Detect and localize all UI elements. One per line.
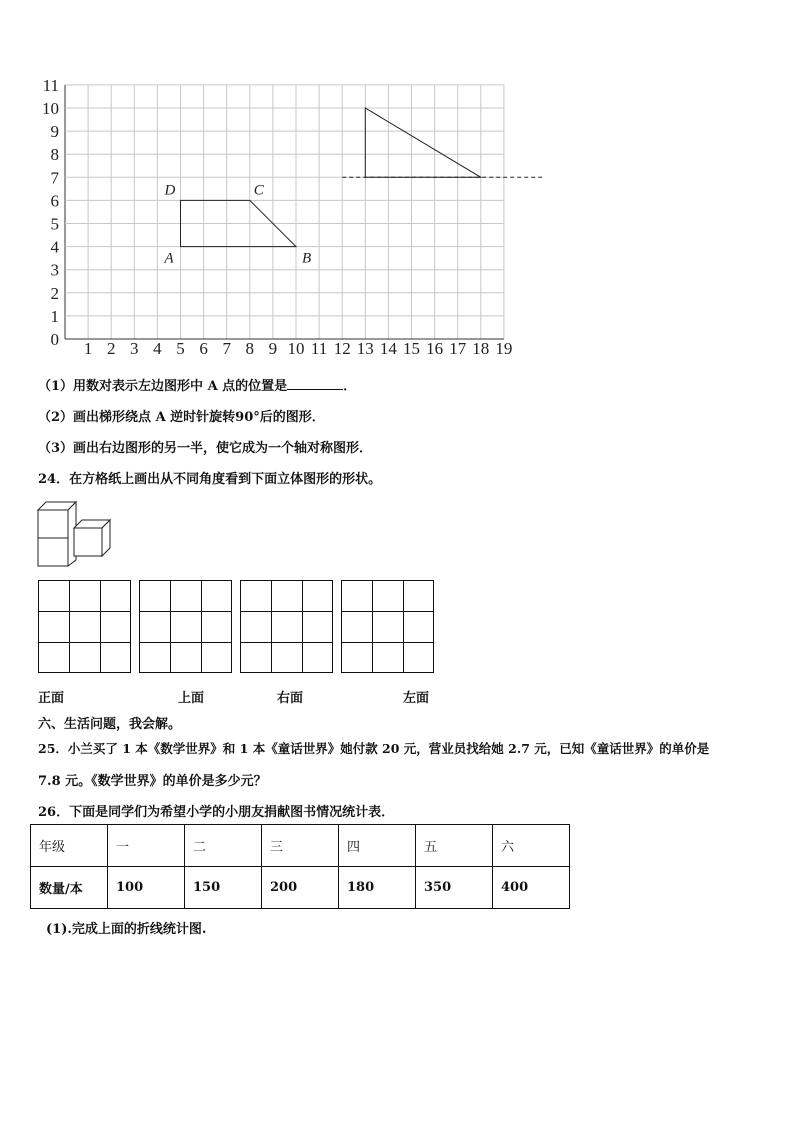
view-grid-front[interactable]	[38, 580, 131, 673]
table-cell: 年级	[31, 825, 108, 867]
table-cell: 六	[493, 825, 570, 867]
view-grid-right[interactable]	[240, 580, 333, 673]
right-triangle	[365, 108, 481, 177]
y-tick-label: 10	[42, 99, 59, 118]
table-cell: 三	[262, 825, 339, 867]
table-cell: 四	[339, 825, 416, 867]
x-tick-label: 12	[333, 339, 351, 358]
x-tick-label: 9	[268, 339, 278, 358]
section-6-heading: 六、生活问题，我会解。	[38, 717, 182, 732]
y-tick-label: 8	[50, 145, 59, 165]
x-tick-label: 16	[426, 339, 444, 358]
question-26-1: (1).完成上面的折线统计图.	[46, 922, 207, 937]
table-cell: 五	[416, 825, 493, 867]
x-tick-label: 18	[472, 339, 490, 358]
table-cell: 400	[493, 867, 570, 909]
question-23-1	[38, 375, 356, 394]
view-label-top: 上面	[178, 691, 205, 706]
y-tick-label: 1	[50, 306, 59, 326]
x-tick-label: 10	[287, 339, 305, 358]
x-tick-label: 19	[495, 339, 513, 358]
view-label-front: 正面	[38, 691, 65, 706]
x-tick-label: 3	[130, 339, 139, 358]
table-cell: 100	[108, 867, 185, 909]
y-tick-label: 0	[50, 330, 59, 349]
x-tick-label: 13	[356, 339, 374, 358]
question-23-1-end: ．	[343, 379, 357, 394]
y-tick-label: 9	[50, 122, 59, 142]
table-header-row	[31, 825, 570, 867]
vertex-label-a: A	[164, 250, 174, 267]
x-tick-label: 7	[222, 339, 231, 358]
table-cell: 180	[339, 867, 416, 909]
y-tick-label: 5	[50, 214, 59, 234]
y-tick-label: 6	[50, 191, 59, 211]
cube-solid-figure	[36, 498, 116, 568]
vertex-label-d: D	[164, 182, 176, 199]
question-23-2: （2）画出梯形绕点 A 逆时针旋转90°后的图形．	[38, 410, 325, 425]
question-26: 26．下面是同学们为希望小学的小朋友捐献图书情况统计表．	[38, 805, 395, 820]
trapezoid-vertex-labels	[164, 182, 312, 266]
table-row	[31, 867, 570, 909]
view-grid-left[interactable]	[341, 580, 434, 673]
answer-blank[interactable]	[287, 377, 343, 390]
question-25-line1: 25．小兰买了 1 本《数学世界》和 1 本《童话世界》她付款 20 元，营业员找给她 2.7 元，已知《童话世界》的单价是	[38, 741, 710, 756]
x-tick-label: 4	[153, 339, 162, 358]
x-tick-label: 2	[106, 339, 116, 358]
y-tick-label: 7	[50, 168, 59, 188]
y-tick-label: 2	[50, 283, 59, 303]
table-cell: 二	[185, 825, 262, 867]
table-cell: 200	[262, 867, 339, 909]
table-cell: 150	[185, 867, 262, 909]
view-label-right: 右面	[277, 691, 304, 706]
coordinate-grid-figure	[0, 70, 794, 370]
x-tick-label: 14	[379, 339, 397, 358]
x-axis-labels	[84, 339, 513, 358]
x-tick-label: 15	[403, 339, 420, 358]
table-cell: 数量/本	[31, 867, 108, 909]
x-tick-label: 8	[245, 339, 255, 358]
x-tick-label: 11	[310, 339, 328, 358]
question-25-line2: 7.8 元。《数学世界》的单价是多少元？	[38, 774, 267, 789]
question-23-1-text: （1）用数对表示左边图形中 A 点的位置是	[38, 379, 288, 394]
vertex-label-c: C	[253, 182, 264, 199]
grid-lines	[65, 85, 504, 339]
y-tick-label: 4	[50, 237, 59, 257]
y-axis-labels	[42, 76, 60, 349]
y-tick-label: 3	[50, 260, 59, 280]
table-cell: 350	[416, 867, 493, 909]
x-tick-label: 6	[199, 339, 208, 358]
x-tick-label: 1	[83, 339, 93, 358]
view-label-left: 左面	[403, 691, 430, 706]
table-cell: 一	[108, 825, 185, 867]
question-23-3: （3）画出右边图形的另一半，使它成为一个轴对称图形．	[38, 441, 373, 456]
y-tick-label: 11	[42, 75, 59, 95]
book-donation-table	[30, 824, 570, 909]
view-grid-top[interactable]	[139, 580, 232, 673]
x-tick-label: 5	[176, 339, 185, 358]
question-24: 24．在方格纸上画出从不同角度看到下面立体图形的形状。	[38, 472, 382, 487]
vertex-label-b: B	[302, 250, 312, 267]
x-tick-label: 17	[449, 339, 467, 358]
